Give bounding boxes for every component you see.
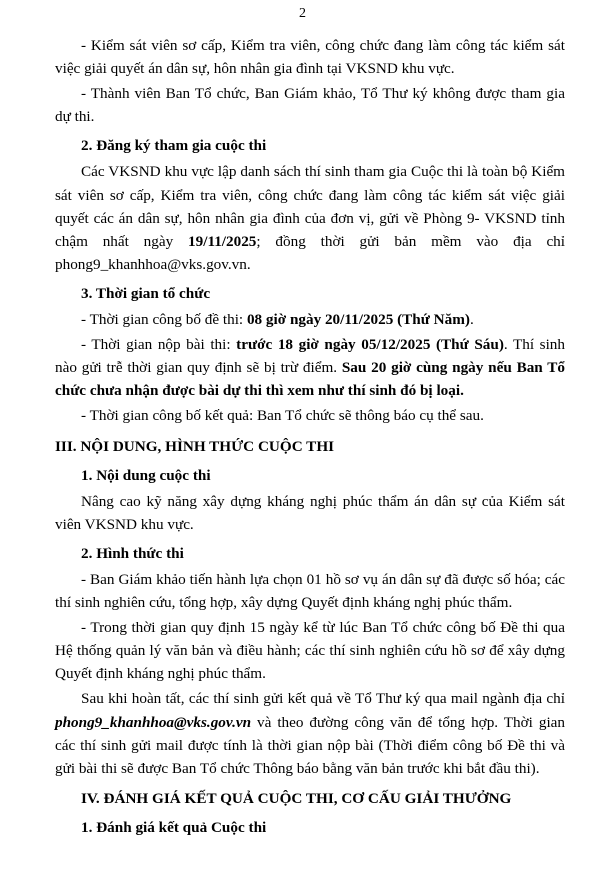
text-run: - Ban Giám khảo tiến hành lựa chọn 01 hồ sơ vụ án dân sự đã được số hóa; các thí sinh nghiên cứu, tổng hợp, xây dựng Quyết định kháng nghị phúc thẩm. bbox=[55, 570, 565, 612]
document-body bbox=[0, 34, 605, 839]
para-bullet-thanh-vien-ban-to-chuc bbox=[55, 82, 565, 128]
text-run: IV. ĐÁNH GIÁ KẾT QUẢ CUỘC THI, CƠ CẤU GIẢI THƯỞNG bbox=[81, 789, 512, 807]
heading-2-dang-ky-tham-gia bbox=[55, 134, 565, 157]
text-run: 1. Nội dung cuộc thi bbox=[81, 466, 211, 484]
text-run: 08 giờ ngày 20/11/2025 (Thứ Năm) bbox=[246, 311, 470, 329]
text-run: Sau 20 giờ cùng ngày nếu Ban Tổ chức chưa nhận được bài dự thi thì xem như thí sinh đó bị loại. bbox=[55, 359, 565, 400]
text-run: trước 18 giờ ngày 05/12/2025 (Thứ Sáu) bbox=[236, 336, 504, 354]
text-run: phong9_khanhhoa@vks.gov.vn bbox=[55, 713, 252, 731]
text-run: - Thời gian nộp bài thi: bbox=[81, 336, 237, 354]
heading-1-noi-dung-cuoc-thi bbox=[55, 464, 565, 487]
para-dang-ky-noi-dung bbox=[55, 160, 565, 275]
para-thoi-gian-cong-bo-de-thi bbox=[55, 308, 565, 331]
text-run: 2. Đăng ký tham gia cuộc thi bbox=[81, 137, 267, 155]
heading-1-danh-gia-ket-qua bbox=[55, 816, 565, 839]
text-run: Nâng cao kỹ năng xây dựng kháng nghị phúc thẩm án dân sự của Kiểm sát viên VKSND khu vực. bbox=[55, 492, 565, 533]
text-run: - Trong thời gian quy định 15 ngày kể từ lúc Ban Tổ chức công bố Đề thi qua Hệ thống quản lý văn bản và điều hành; các thí sinh nghiên cứu hồ sơ để xây dựng Quyết định kháng nghị phúc thẩm. bbox=[55, 619, 565, 683]
text-run: III. NỘI DUNG, HÌNH THỨC CUỘC THI bbox=[55, 437, 335, 455]
para-noi-dung-cuoc-thi bbox=[55, 490, 565, 536]
text-run: ; đồng thời gửi bản mềm vào địa chỉ phong9_khanhhoa@vks.gov.vn. bbox=[55, 232, 565, 273]
text-run: và theo đường công văn để tổng hợp. Thời gian các thí sinh gửi mail được tính là thời gian nộp bài (Thời điểm công bố Đề thi và gửi bài thi sẽ được Ban Tổ chức Thông báo bằng văn bản trước khi bắt đầu thi). bbox=[55, 713, 565, 777]
para-thoi-gian-nop-bai-thi bbox=[55, 333, 565, 402]
heading-iv-danh-gia-ket-qua bbox=[55, 787, 565, 810]
heading-2-hinh-thuc-thi bbox=[55, 542, 565, 565]
text-run: Sau khi hoàn tất, các thí sinh gửi kết quả về Tổ Thư ký qua mail ngành địa chỉ bbox=[81, 690, 565, 708]
text-run: - Kiểm sát viên sơ cấp, Kiểm tra viên, công chức đang làm công tác kiểm sát việc giải quyết án dân sự, hôn nhân gia đình tại VKSND khu vực. bbox=[55, 37, 565, 78]
text-run: - Thời gian công bố kết quả: Ban Tổ chức sẽ thông báo cụ thể sau. bbox=[81, 407, 484, 425]
text-run: 3. Thời gian tổ chức bbox=[81, 284, 211, 302]
para-trong-thoi-gian-quy-dinh bbox=[55, 616, 565, 685]
para-ban-giam-khao-lua-chon bbox=[55, 568, 565, 614]
text-run: Các VKSND khu vực lập danh sách thí sinh tham gia Cuộc thi là toàn bộ Kiểm sát viên sơ cấp, Kiểm tra viên, công chức đang làm công tác kiểm sát việc giải quyết các án dân sự, hôn nhân gia đình của đơn vị, gửi về Phòng 9- VKSND tỉnh chậm nhất ngày bbox=[55, 163, 565, 250]
heading-iii-noi-dung-hinh-thuc bbox=[55, 435, 565, 458]
page-number: 2 bbox=[299, 6, 306, 21]
text-run: 2. Hình thức thi bbox=[81, 544, 184, 562]
heading-3-thoi-gian-to-chuc bbox=[55, 282, 565, 305]
para-thoi-gian-cong-bo-ket-qua bbox=[55, 404, 565, 427]
text-run: . bbox=[469, 311, 474, 329]
text-run: - Thành viên Ban Tổ chức, Ban Giám khảo, Tổ Thư ký không được tham gia dự thi. bbox=[55, 85, 565, 126]
text-run: . Thí sinh nào gửi trễ thời gian quy định sẽ bị trừ điểm. bbox=[55, 336, 565, 377]
text-run: - Thời gian công bố đề thi: bbox=[81, 311, 247, 329]
para-bullet-kiem-sat-vien bbox=[55, 34, 565, 80]
text-run: 19/11/2025 bbox=[188, 232, 257, 250]
para-sau-khi-hoan-tat bbox=[55, 687, 565, 779]
text-run: 1. Đánh giá kết quả Cuộc thi bbox=[81, 818, 267, 836]
